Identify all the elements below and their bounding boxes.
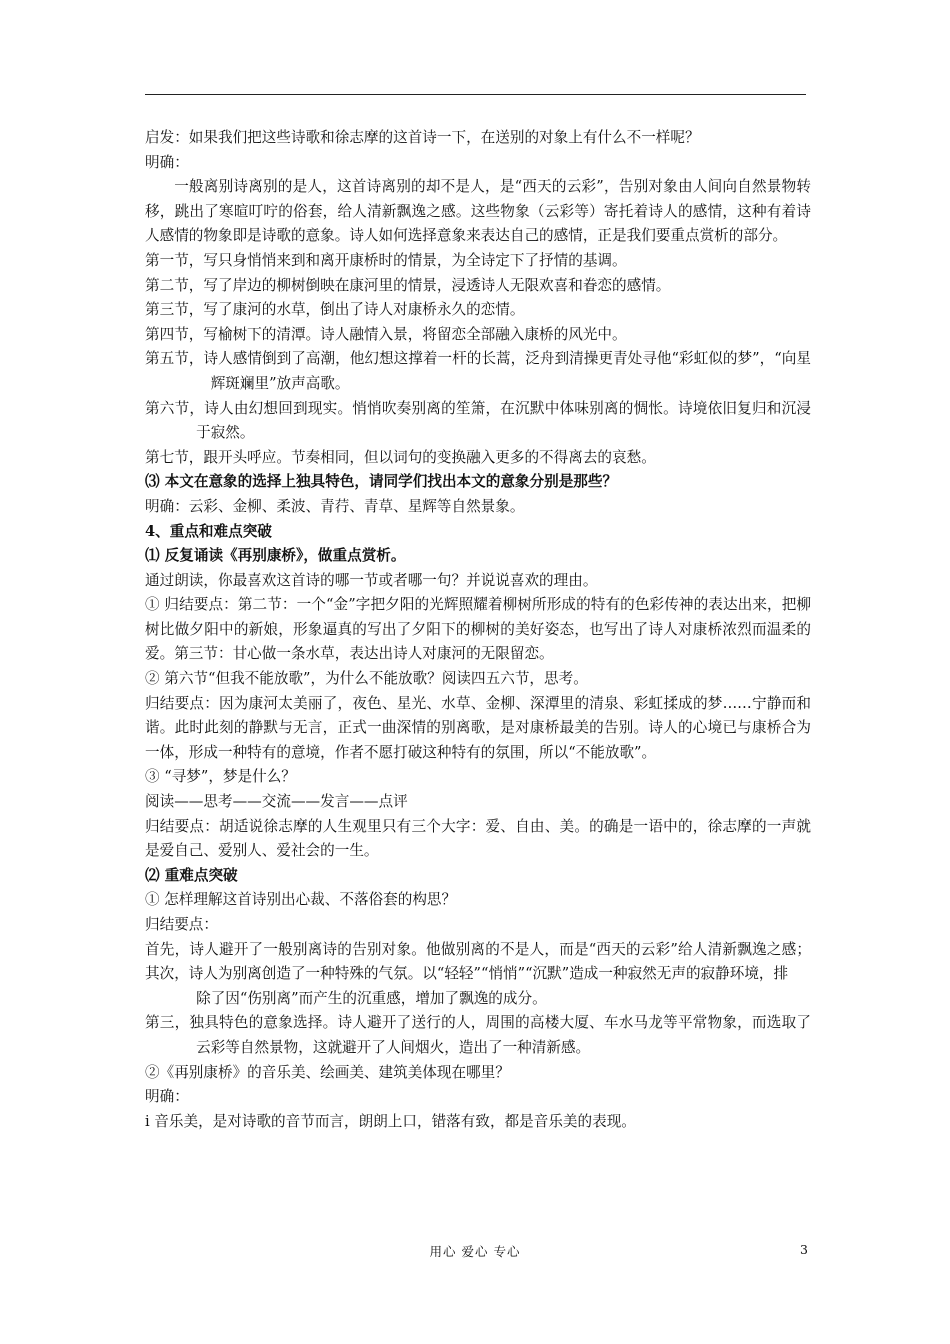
- section-heading-4: 4、重点和难点突破: [145, 522, 272, 540]
- activity-steps: 阅读——思考——交流——发言——点评: [145, 793, 408, 811]
- footer-text: 用心 爱心 专心: [429, 1244, 521, 1259]
- summary-point-2: 归结要点：因为康河太美丽了，夜色、星光、水草、金柳、深潭里的清泉、彩虹揉成的梦……宁静而和谐。此时此刻的静默与无言，正式一曲深情的别离歌，是对康桥最美的告别。诗人的心境已与康桥合为一体，形成一种特有的意境，作者不愿打破这种特有的氛围，所以“不能放歌”。: [145, 694, 811, 761]
- section-7-line: 第七节，跟开头呼应。节奏相同，但以词句的变换融入更多的不得离去的哀愁。: [145, 448, 656, 466]
- clarify-label: 明确：: [145, 153, 189, 171]
- section-6-line: 第六节，诗人由幻想回到现实。悄悄吹奏别离的笙箫，在沉默中体味别离的惆怅。诗境依旧复归和沉浸于寂然。: [145, 399, 811, 442]
- question-3-line: ③ “寻梦”，梦是什么？: [145, 768, 296, 786]
- section-4-line: 第四节，写榆树下的清潭。诗人融情入景，将留恋全部融入康桥的风光中。: [145, 325, 627, 343]
- section-1-line: 第一节，写只身悄悄来到和离开康桥时的情景，为全诗定下了抒情的基调。: [145, 251, 627, 269]
- first-point-continuation: 除了因“伤别离”而产生的沉重感，增加了飘逸的成分。: [196, 989, 547, 1007]
- difficulty-question-2: ②《再别康桥》的音乐美、绘画美、建筑美体现在哪里？: [145, 1063, 510, 1081]
- imagery-answer: 明确：云彩、金柳、柔波、青荇、青草、星辉等自然景象。: [145, 497, 525, 515]
- page-number: 3: [800, 1242, 808, 1257]
- third-point-paragraph: 第三，独具特色的意象选择。诗人避开了送行的人，周围的高楼大厦、车水马龙等平常物象，而选取了云彩等自然景物，这就避开了人间烟火，造出了一种清新感。: [145, 1014, 811, 1056]
- prompt-line: 启发：如果我们把这些诗歌和徐志摩的这首诗一下，在送别的对象上有什么不一样呢？: [145, 129, 700, 146]
- difficulty-question-1: ① 怎样理解这首诗别出心裁、不落俗套的构思？: [145, 891, 457, 909]
- subheading-2: ⑵ 重难点突破: [145, 866, 238, 884]
- question-3-heading: ⑶ 本文在意象的选择上独具特色，请同学们找出本文的意象分别是那些？: [145, 473, 618, 491]
- section-3-line: 第三节，写了康河的水草，倒出了诗人对康桥永久的恋情。: [145, 301, 525, 319]
- document-body: [145, 126, 811, 1134]
- header-rule: [145, 94, 806, 95]
- body-paragraph: 一般离别诗离别的是人，这首诗离别的却不是人，是“西天的云彩”，告别对象由人间向自然景物转移，跳出了寒暄叮咛的俗套，给人清新飘逸之感。这些物象（云彩等）寄托着诗人的感情，这种有着诗人感情的物象即是诗歌的意象。诗人如何选择意象来表达自己的感情，正是我们要重点赏析的部分。: [145, 178, 811, 245]
- summary-point-3: 归结要点：胡适说徐志摩的人生观里只有三个大字：爱、自由、美。的确是一语中的，徐志摩的一声就是爱自己、爱别人、爱社会的一生。: [145, 817, 811, 860]
- reading-prompt: 通过朗读，你最喜欢这首诗的哪一节或者哪一句？并说说喜欢的理由。: [145, 571, 598, 589]
- section-2-line: 第二节，写了岸边的柳树倒映在康河里的情景，浸透诗人无限欢喜和眷恋的感情。: [145, 276, 671, 294]
- summary-label: 归结要点：: [145, 916, 218, 933]
- question-2-line: ② 第六节“但我不能放歌”，为什么不能放歌？阅读四五六节，思考。: [145, 670, 588, 688]
- section-5-line: 第五节，诗人感情倒到了高潮，他幻想这撑着一杆的长蒿，泛舟到清操更青处寻他“彩虹似的梦”，“向星辉斑斓里”放声高歌。: [145, 350, 811, 392]
- music-beauty-line: ⅰ 音乐美，是对诗歌的音节而言，朗朗上口，错落有致，都是音乐美的表现。: [145, 1112, 636, 1130]
- first-point-paragraph: 首先，诗人避开了一般别离诗的告别对象。他做别离的不是人，而是“西天的云彩”给人清新飘逸之感；其次，诗人为别离创造了一种特殊的气氛。以“轻轻”“悄悄”“沉默”造成一种寂然无声的寂静环境，排: [145, 940, 811, 983]
- summary-point-1: ① 归结要点：第二节：一个“金”字把夕阳的光辉照耀着柳树所形成的特有的色彩传神的表达出来，把柳树比做夕阳中的新娘，形象逼真的写出了夕阳下的柳树的美好姿态，也写出了诗人对康桥浓烈而温柔的爱。第三节：甘心做一条水草，表达出诗人对康河的无限留恋。: [145, 596, 811, 663]
- subheading-1: ⑴ 反复诵读《再别康桥》，做重点赏析。: [145, 547, 406, 565]
- clarify-label-2: 明确：: [145, 1088, 189, 1106]
